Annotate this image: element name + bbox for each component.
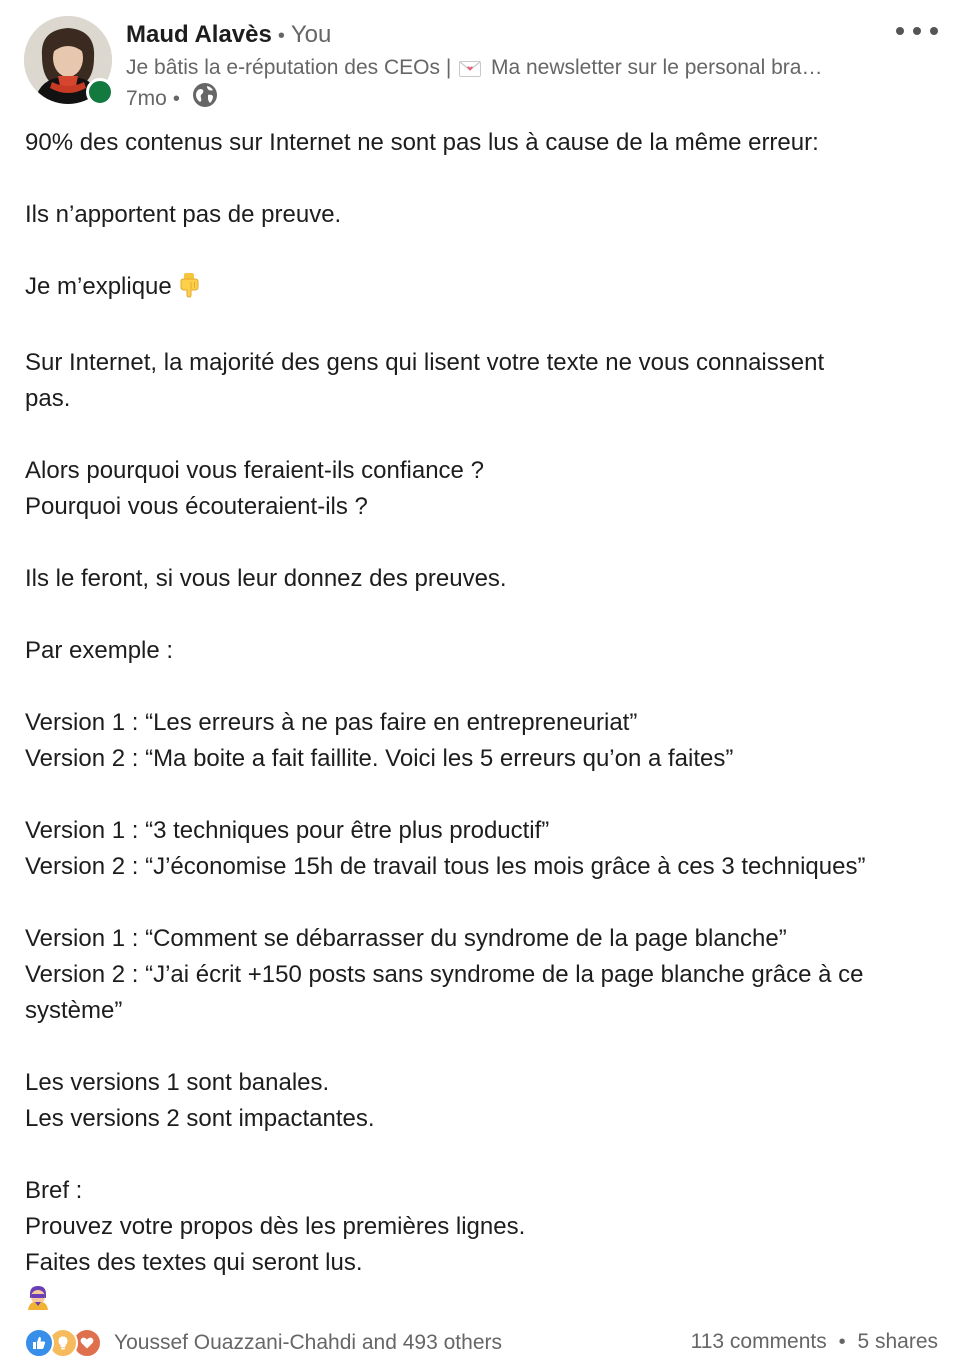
- post-line: Les versions 2 sont impactantes.: [25, 1105, 375, 1132]
- love-letter-icon: [459, 57, 481, 85]
- author-line: [126, 20, 331, 51]
- reactions-summary[interactable]: [24, 1328, 502, 1358]
- ellipsis-icon-dot: [896, 27, 904, 35]
- post-line: Par exemple :: [25, 637, 174, 664]
- post-line: Version 2 : “J’économise 15h de travail tous les mois grâce à ces 3 techniques”: [25, 853, 866, 880]
- reactors-text[interactable]: Youssef Ouazzani-Chahdi and 493 others: [114, 1331, 502, 1354]
- post-line: Version 2 : “Ma boite a fait faillite. Voici les 5 erreurs qu’on a faites”: [25, 745, 734, 772]
- post-line: Version 1 : “Les erreurs à ne pas faire en entrepreneuriat”: [25, 709, 638, 736]
- author-name[interactable]: Maud Alavès: [126, 21, 272, 48]
- post-time[interactable]: 7mo: [126, 87, 167, 110]
- author-headline[interactable]: [126, 54, 876, 85]
- post-line: Bref :: [25, 1177, 83, 1204]
- comments-count-link[interactable]: 113 comments: [690, 1330, 827, 1353]
- shares-count-link[interactable]: 5 shares: [857, 1330, 938, 1353]
- separator-dot: •: [277, 25, 285, 47]
- engagement-counts: [691, 1330, 938, 1354]
- like-reaction-icon: [24, 1328, 54, 1358]
- post-line-with-emoji: [25, 269, 940, 309]
- author-avatar-container[interactable]: [24, 16, 112, 104]
- post-line: 90% des contenus sur Internet ne sont pas lus à cause de la même erreur:: [25, 129, 819, 156]
- post-line: Alors pourquoi vous feraient-ils confiance ?: [25, 457, 484, 484]
- post-line-emoji: [25, 1281, 940, 1321]
- headline-text-end: Ma newsletter sur le personal bra…: [490, 56, 823, 79]
- globe-icon: [192, 82, 218, 116]
- post-line: Ils n’apportent pas de preuve.: [25, 201, 342, 228]
- post-line: Ils le feront, si vous leur donnez des preuves.: [25, 565, 507, 592]
- headline-text-start: Je bâtis la e-réputation des CEOs |: [126, 56, 452, 79]
- post-line: Pourquoi vous écouteraient-ils ?: [25, 493, 368, 520]
- pointing-down-emoji-icon: [178, 272, 200, 309]
- post-line: système”: [25, 997, 123, 1024]
- post-line: Sur Internet, la majorité des gens qui lisent votre texte ne vous connaissent: [25, 349, 825, 376]
- separator-dot: •: [838, 1331, 846, 1353]
- ellipsis-icon-dot: [930, 27, 938, 35]
- relation-label: You: [290, 21, 332, 48]
- post-line: Faites des textes qui seront lus.: [25, 1249, 363, 1276]
- online-status-indicator: [86, 78, 114, 106]
- post-line: Version 1 : “3 techniques pour être plus productif”: [25, 817, 550, 844]
- reaction-icons: [24, 1328, 96, 1358]
- post-line: pas.: [25, 385, 71, 412]
- post-body: [25, 125, 940, 1321]
- post-line: Version 2 : “J’ai écrit +150 posts sans syndrome de la page blanche grâce à ce: [25, 961, 864, 988]
- more-options-button[interactable]: [896, 20, 938, 42]
- post-line: Prouvez votre propos dès les premières lignes.: [25, 1213, 526, 1240]
- separator-dot: •: [172, 88, 180, 110]
- ellipsis-icon-dot: [913, 27, 921, 35]
- post-meta: [126, 82, 218, 116]
- post-line: Version 1 : “Comment se débarrasser du syndrome de la page blanche”: [25, 925, 787, 952]
- post-line: Je m’explique: [25, 273, 179, 300]
- post-line: Les versions 1 sont banales.: [25, 1069, 330, 1096]
- superhero-emoji-icon: [25, 1284, 51, 1321]
